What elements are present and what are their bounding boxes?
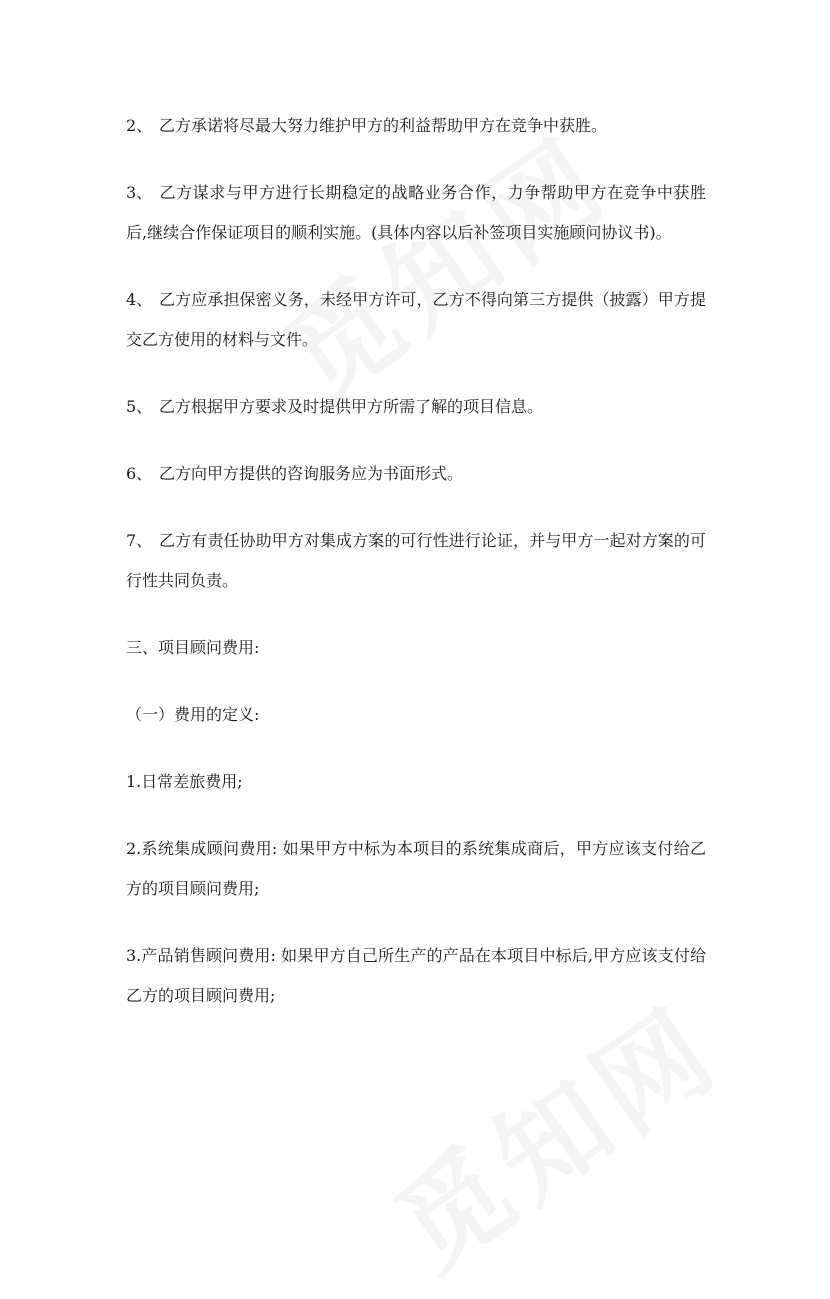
document-body (126, 106, 706, 1043)
clause-text: 乙方谋求与甲方进行长期稳定的战略业务合作，力争帮助甲方在竞争中获胜后,继续合作保证项目的顺利实施。(具体内容以后补签项目实施顾问协议书)。 (126, 183, 706, 242)
clause-number: 3、 (126, 183, 153, 202)
clause-6 (126, 454, 706, 494)
clause-number: 2、 (126, 116, 153, 135)
fee-item-2: 2.系统集成顾问费用: 如果甲方中标为本项目的系统集成商后，甲方应该支付给乙方的项目顾问费用; (126, 839, 706, 898)
clause-5 (126, 387, 706, 427)
clause-number: 6、 (126, 464, 153, 483)
clause-7 (126, 521, 706, 601)
clause-number: 4、 (126, 290, 153, 309)
clause-text: 乙方承诺将尽最大努力维护甲方的利益帮助甲方在竞争中获胜。 (159, 116, 608, 135)
fee-item-1: 1.日常差旅费用; (126, 772, 243, 791)
sub-heading: （一）费用的定义: (126, 705, 260, 724)
clause-text: 乙方有责任协助甲方对集成方案的可行性进行论证，并与甲方一起对方案的可行性共同负责。 (126, 531, 706, 590)
clause-number: 7、 (126, 531, 153, 550)
clause-number: 5、 (126, 397, 153, 416)
clause-text: 乙方应承担保密义务，未经甲方许可，乙方不得向第三方提供（披露）甲方提交乙方使用的材料与文件。 (126, 290, 706, 349)
clause-3 (126, 173, 706, 253)
clause-4 (126, 280, 706, 360)
fee-item-3: 3.产品销售顾问费用: 如果甲方自己所生产的产品在本项目中标后,甲方应该支付给乙方的项目顾问费用; (126, 946, 706, 1005)
section-heading: 三、项目顾问费用: (126, 638, 260, 657)
clause-2 (126, 106, 706, 146)
clause-text: 乙方根据甲方要求及时提供甲方所需了解的项目信息。 (159, 397, 544, 416)
clause-text: 乙方向甲方提供的咨询服务应为书面形式。 (159, 464, 464, 483)
